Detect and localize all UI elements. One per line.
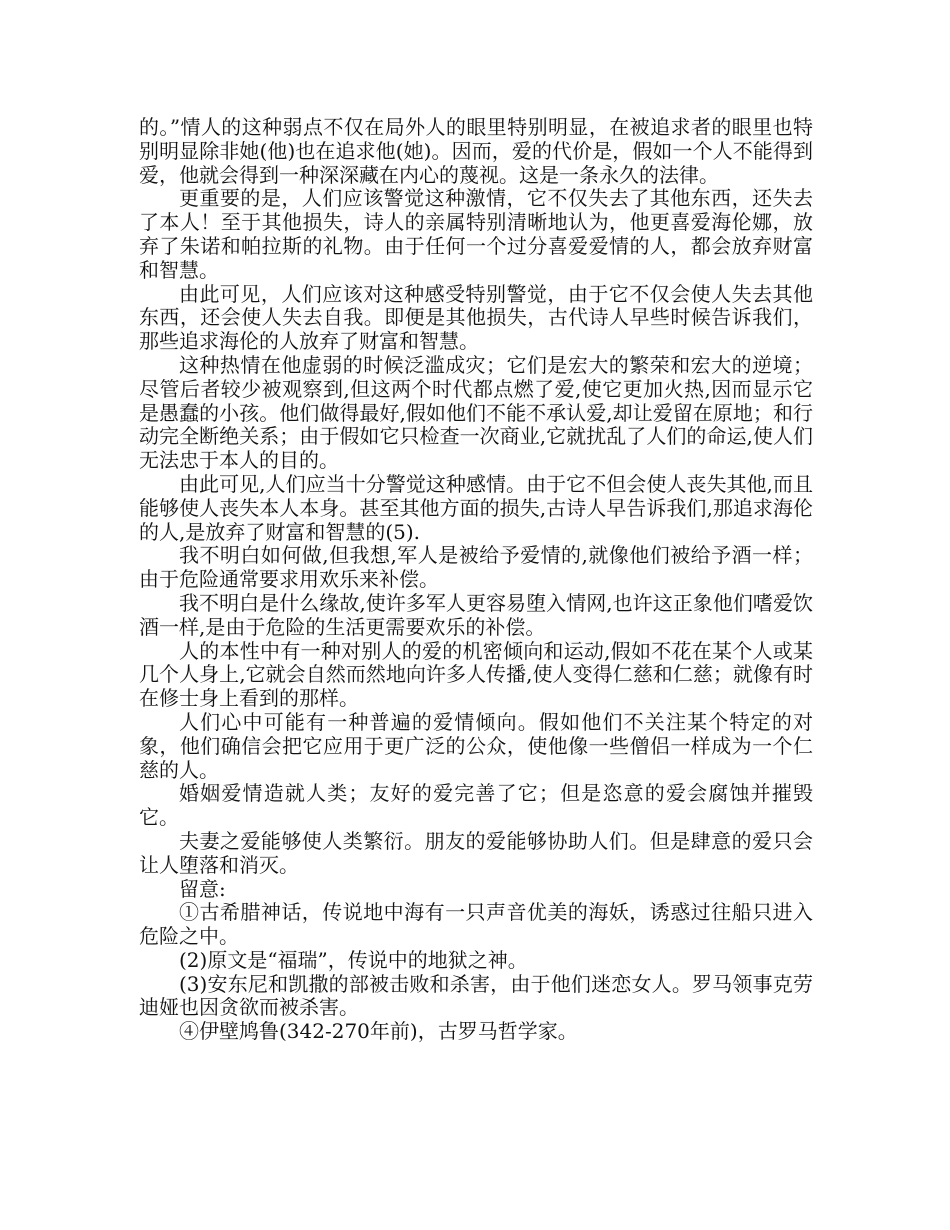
paragraph: 由此可见，人们应该对这种感受特别警觉，由于它不仅会使人失去其他东西，还会使人失去自我。即便是其他损失，古代诗人早些时候告诉我们，那些追求海伦的人放弃了财富和智慧。 [139, 281, 813, 354]
paragraph: 婚姻爱情造就人类；友好的爱完善了它；但是恣意的爱会腐蚀并摧毁它。 [139, 781, 813, 830]
paragraph: 的。”情人的这种弱点不仅在局外人的眼里特别明显，在被追求者的眼里也特别明显除非她(他)也在追求他(她)。因而，爱的代价是，假如一个人不能得到爱，他就会得到一种深深藏在内心的蔑视。这是一条永久的法律。 [139, 115, 813, 187]
paragraph: 由此可见,人们应当十分警觉这种感情。由于它不但会使人丧失其他,而且能够使人丧失本人本身。甚至其他方面的损失,古诗人早告诉我们,那追求海伦的人,是放弃了财富和智慧的(5). [139, 471, 813, 544]
document-body [139, 116, 813, 1044]
footnote: ④伊壁鸠鲁(342-270年前)，古罗马哲学家。 [179, 1019, 578, 1044]
footnote: (3)安东尼和凯撒的部被击败和杀害，由于他们迷恋女人。罗马领事克劳迪娅也因贪欲而被杀害。 [139, 971, 813, 1020]
paragraph: 人的本性中有一种对别人的爱的机密倾向和运动,假如不花在某个人或某几个人身上,它就会自然而然地向许多人传播,使人变得仁慈和仁慈；就像有时在修士身上看到的那样。 [139, 638, 813, 711]
footnote: ①古希腊神话，传说地中海有一只声音优美的海妖，诱惑过往船只进入危险之中。 [139, 900, 813, 949]
paragraph: 夫妻之爱能够使人类繁衍。朋友的爱能够协助人们。但是肆意的爱只会让人堕落和消灭。 [139, 828, 813, 877]
footnote: (2)原文是“福瑞”，传说中的地狱之神。 [179, 947, 528, 972]
paragraph: 人们心中可能有一种普遍的爱情倾向。假如他们不关注某个特定的对象，他们确信会把它应用于更广泛的公众，使他像一些僧侣一样成为一个仁慈的人。 [139, 709, 813, 782]
paragraph: 我不明白如何做,但我想,军人是被给予爱情的,就像他们被给予酒一样；由于危险通常要求用欢乐来补偿。 [139, 543, 813, 592]
paragraph: 更重要的是，人们应该警觉这种激情，它不仅失去了其他东西，还失去了本人！至于其他损失，诗人的亲属特别清晰地认为，他更喜爱海伦娜，放弃了朱诺和帕拉斯的礼物。由于任何一个过分喜爱爱情的人，都会放弃财富和智慧。 [139, 186, 813, 282]
notes-heading: 留意: [179, 876, 226, 901]
paragraph: 这种热情在他虚弱的时候泛滥成灾；它们是宏大的繁荣和宏大的逆境；尽管后者较少被观察到,但这两个时代都点燃了爱,使它更加火热,因而显示它是愚蠢的小孩。他们做得最好,假如他们不能不承认爱,却让爱留在原地；和行动完全断绝关系；由于假如它只检查一次商业,它就扰乱了人们的命运,使人们无法忠于本人的目的。 [139, 352, 813, 473]
paragraph: 我不明白是什么缘故,使许多军人更容易堕入情网,也许这正象他们嗜爱饮酒一样,是由于危险的生活更需要欢乐的补偿。 [139, 590, 813, 639]
